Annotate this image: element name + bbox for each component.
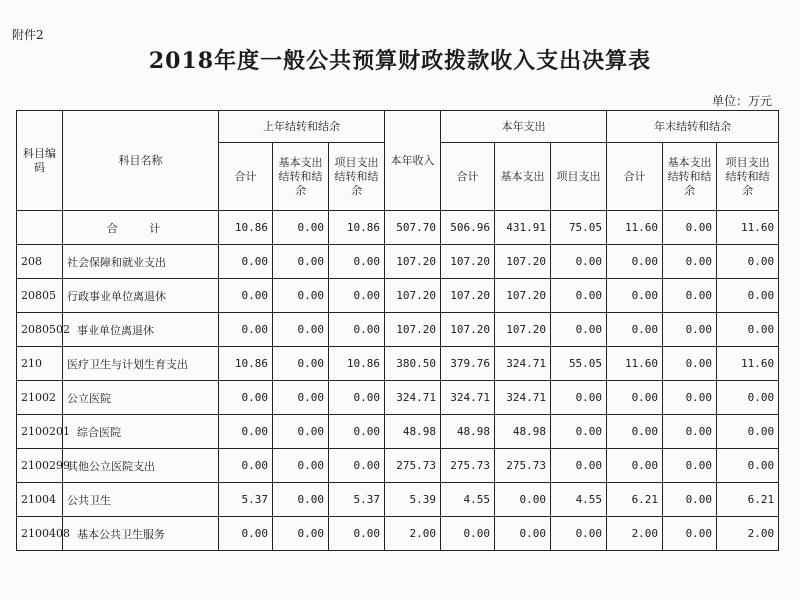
header-group-exp: 本年支出 <box>441 111 607 143</box>
table-row <box>17 279 779 313</box>
row-name: 事业单位离退休 <box>63 313 219 347</box>
row-code: 2080502 <box>17 313 63 347</box>
header-group-end: 年末结转和结余 <box>607 111 779 143</box>
cell-value: 2.00 <box>607 517 663 551</box>
cell-value: 6.21 <box>607 483 663 517</box>
cell-value: 0.00 <box>329 245 385 279</box>
cell-value: 0.00 <box>551 415 607 449</box>
header-prev-basic: 基本支出结转和结余 <box>273 143 329 211</box>
header-code: 科目编码 <box>17 111 63 211</box>
cell-value: 0.00 <box>273 449 329 483</box>
cell-value: 107.20 <box>385 279 441 313</box>
cell-value: 0.00 <box>663 483 717 517</box>
row-name: 基本公共卫生服务 <box>63 517 219 551</box>
cell-value: 275.73 <box>495 449 551 483</box>
table-row <box>17 449 779 483</box>
cell-value: 0.00 <box>551 245 607 279</box>
cell-value: 0.00 <box>663 245 717 279</box>
table-row <box>17 483 779 517</box>
cell-value: 107.20 <box>495 245 551 279</box>
cell-value: 11.60 <box>607 211 663 245</box>
row-code: 2100299 <box>17 449 63 483</box>
cell-value: 10.86 <box>329 211 385 245</box>
cell-value: 48.98 <box>495 415 551 449</box>
cell-value: 0.00 <box>663 415 717 449</box>
cell-value: 0.00 <box>441 517 495 551</box>
row-name: 公立医院 <box>63 381 219 415</box>
cell-value: 0.00 <box>717 381 779 415</box>
row-name: 其他公立医院支出 <box>63 449 219 483</box>
row-name: 综合医院 <box>63 415 219 449</box>
table-row <box>17 415 779 449</box>
cell-value: 0.00 <box>219 449 273 483</box>
header-income: 本年收入 <box>385 111 441 211</box>
header-group-prev: 上年结转和结余 <box>219 111 385 143</box>
cell-value: 0.00 <box>219 245 273 279</box>
row-name: 医疗卫生与计划生育支出 <box>63 347 219 381</box>
table-row <box>17 245 779 279</box>
cell-value: 0.00 <box>607 245 663 279</box>
cell-value: 10.86 <box>219 347 273 381</box>
cell-value: 0.00 <box>717 449 779 483</box>
cell-value: 0.00 <box>663 381 717 415</box>
header-exp-project: 项目支出 <box>551 143 607 211</box>
cell-value: 0.00 <box>329 313 385 347</box>
cell-value: 0.00 <box>329 381 385 415</box>
cell-value: 0.00 <box>551 449 607 483</box>
cell-value: 507.70 <box>385 211 441 245</box>
cell-value: 0.00 <box>273 517 329 551</box>
cell-value: 107.20 <box>441 279 495 313</box>
row-code: 2100201 <box>17 415 63 449</box>
cell-value: 0.00 <box>607 381 663 415</box>
cell-value: 0.00 <box>273 483 329 517</box>
row-code: 2100408 <box>17 517 63 551</box>
cell-value: 48.98 <box>385 415 441 449</box>
row-code: 208 <box>17 245 63 279</box>
table-row <box>17 517 779 551</box>
cell-value: 0.00 <box>273 415 329 449</box>
header-exp-basic: 基本支出 <box>495 143 551 211</box>
cell-value: 0.00 <box>219 517 273 551</box>
table-row <box>17 347 779 381</box>
cell-value: 0.00 <box>329 415 385 449</box>
header-end-project: 项目支出结转和结余 <box>717 143 779 211</box>
cell-value: 506.96 <box>441 211 495 245</box>
row-code <box>17 211 63 245</box>
row-name: 行政事业单位离退休 <box>63 279 219 313</box>
cell-value: 0.00 <box>273 245 329 279</box>
cell-value: 107.20 <box>495 313 551 347</box>
cell-value: 0.00 <box>607 313 663 347</box>
page-title: 2018年度一般公共预算财政拨款收入支出决算表 <box>148 48 652 74</box>
cell-value: 0.00 <box>717 415 779 449</box>
cell-value: 0.00 <box>329 517 385 551</box>
cell-value: 431.91 <box>495 211 551 245</box>
cell-value: 0.00 <box>219 381 273 415</box>
cell-value: 324.71 <box>441 381 495 415</box>
cell-value: 11.60 <box>717 211 779 245</box>
cell-value: 0.00 <box>273 211 329 245</box>
header-end-total: 合计 <box>607 143 663 211</box>
header-exp-total: 合计 <box>441 143 495 211</box>
cell-value: 55.05 <box>551 347 607 381</box>
attachment-label: 附件2 <box>12 28 44 42</box>
header-prev-project: 项目支出结转和结余 <box>329 143 385 211</box>
table-row <box>17 381 779 415</box>
cell-value: 107.20 <box>385 313 441 347</box>
table-body <box>17 211 779 551</box>
cell-value: 0.00 <box>663 449 717 483</box>
cell-value: 0.00 <box>717 245 779 279</box>
cell-value: 5.37 <box>329 483 385 517</box>
row-code: 21004 <box>17 483 63 517</box>
cell-value: 0.00 <box>273 381 329 415</box>
cell-value: 0.00 <box>663 517 717 551</box>
cell-value: 0.00 <box>663 313 717 347</box>
cell-value: 379.76 <box>441 347 495 381</box>
row-name: 合 计 <box>63 211 219 245</box>
cell-value: 11.60 <box>607 347 663 381</box>
cell-value: 10.86 <box>219 211 273 245</box>
cell-value: 0.00 <box>551 313 607 347</box>
cell-value: 107.20 <box>495 279 551 313</box>
cell-value: 11.60 <box>717 347 779 381</box>
cell-value: 0.00 <box>663 211 717 245</box>
header-end-basic: 基本支出结转和结余 <box>663 143 717 211</box>
header-name: 科目名称 <box>63 111 219 211</box>
cell-value: 4.55 <box>441 483 495 517</box>
cell-value: 4.55 <box>551 483 607 517</box>
cell-value: 0.00 <box>551 279 607 313</box>
cell-value: 275.73 <box>385 449 441 483</box>
row-name: 公共卫生 <box>63 483 219 517</box>
cell-value: 0.00 <box>219 313 273 347</box>
cell-value: 0.00 <box>273 347 329 381</box>
cell-value: 0.00 <box>717 313 779 347</box>
cell-value: 75.05 <box>551 211 607 245</box>
cell-value: 0.00 <box>607 415 663 449</box>
cell-value: 0.00 <box>273 313 329 347</box>
cell-value: 324.71 <box>495 347 551 381</box>
cell-value: 0.00 <box>329 449 385 483</box>
cell-value: 0.00 <box>219 279 273 313</box>
cell-value: 0.00 <box>551 381 607 415</box>
cell-value: 2.00 <box>385 517 441 551</box>
cell-value: 0.00 <box>495 483 551 517</box>
table-row <box>17 313 779 347</box>
cell-value: 0.00 <box>607 449 663 483</box>
cell-value: 0.00 <box>717 279 779 313</box>
cell-value: 0.00 <box>329 279 385 313</box>
header-prev-total: 合计 <box>219 143 273 211</box>
cell-value: 380.50 <box>385 347 441 381</box>
cell-value: 5.39 <box>385 483 441 517</box>
cell-value: 107.20 <box>441 245 495 279</box>
cell-value: 6.21 <box>717 483 779 517</box>
row-code: 20805 <box>17 279 63 313</box>
cell-value: 48.98 <box>441 415 495 449</box>
budget-table <box>16 110 779 551</box>
cell-value: 0.00 <box>495 517 551 551</box>
cell-value: 0.00 <box>551 517 607 551</box>
cell-value: 324.71 <box>385 381 441 415</box>
cell-value: 0.00 <box>663 279 717 313</box>
cell-value: 0.00 <box>607 279 663 313</box>
cell-value: 0.00 <box>663 347 717 381</box>
row-name: 社会保障和就业支出 <box>63 245 219 279</box>
row-code: 21002 <box>17 381 63 415</box>
cell-value: 107.20 <box>385 245 441 279</box>
cell-value: 275.73 <box>441 449 495 483</box>
cell-value: 5.37 <box>219 483 273 517</box>
row-code: 210 <box>17 347 63 381</box>
unit-label: 单位：万元 <box>711 94 772 108</box>
cell-value: 107.20 <box>441 313 495 347</box>
cell-value: 2.00 <box>717 517 779 551</box>
cell-value: 324.71 <box>495 381 551 415</box>
cell-value: 0.00 <box>273 279 329 313</box>
cell-value: 10.86 <box>329 347 385 381</box>
table-row <box>17 211 779 245</box>
cell-value: 0.00 <box>219 415 273 449</box>
